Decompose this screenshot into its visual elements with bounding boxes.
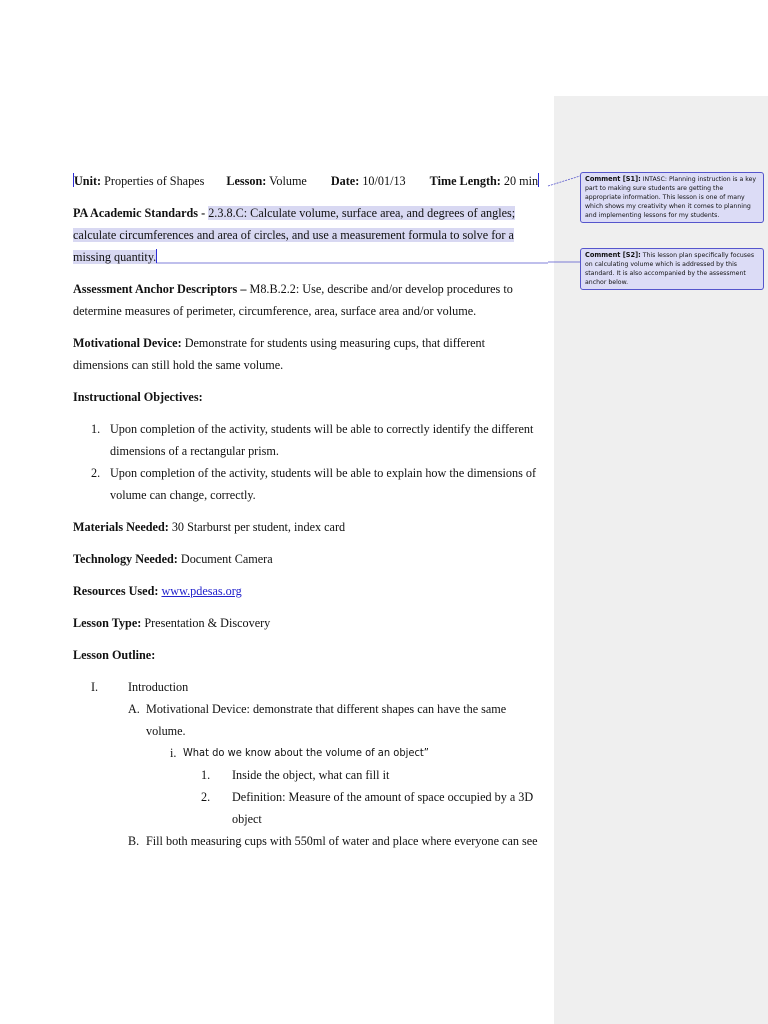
resources-paragraph xyxy=(73,580,543,602)
lesson-plan-body xyxy=(73,170,543,852)
comment-text: INTASC: Planning instruction is a key part to making sure students are getting the appropriate information. This lesson is one of many which shows my creativity when it comes to planning and implementing lessons for my students. xyxy=(585,176,757,219)
resources-label: Resources Used: xyxy=(73,584,159,598)
list-item xyxy=(73,418,543,462)
lesson-type-label: Lesson Type: xyxy=(73,616,142,630)
date-label: Date: xyxy=(330,174,360,188)
unit-label: Unit: xyxy=(74,174,102,188)
outline-label: Lesson Outline: xyxy=(73,648,156,662)
comment-label: Comment [S2]: xyxy=(585,251,641,259)
list-item-text: Upon completion of the activity, students will be able to correctly identify the different dimensions of a rectangular prism. xyxy=(110,422,534,458)
outline-marker: B. xyxy=(128,834,140,848)
lesson-type-text: Presentation & Discovery xyxy=(144,616,271,630)
time-value: 20 min xyxy=(503,174,539,188)
anchor-label: Assessment Anchor Descriptors – xyxy=(73,282,247,296)
outline-item-i xyxy=(73,742,543,764)
list-number: 1. xyxy=(91,422,101,436)
objectives-label: Instructional Objectives: xyxy=(73,390,203,404)
objectives-list xyxy=(73,418,543,506)
objectives-heading xyxy=(73,386,543,408)
text-cursor-end xyxy=(538,173,539,187)
comment-s1[interactable] xyxy=(580,172,764,223)
outline-marker: i. xyxy=(170,746,177,760)
technology-label: Technology Needed: xyxy=(73,552,178,566)
lesson-type-paragraph xyxy=(73,612,543,634)
anchor-paragraph xyxy=(73,278,543,322)
list-item xyxy=(73,462,543,506)
header-line xyxy=(73,170,543,192)
motivational-text: Demonstrate for students using measuring cups, that different dimensions can still hold the same volume. xyxy=(73,336,486,372)
technology-paragraph xyxy=(73,548,543,570)
time-label: Time Length: xyxy=(429,174,501,188)
outline-marker: A. xyxy=(128,702,140,716)
resources-link[interactable]: www.pdesas.org xyxy=(161,584,242,598)
comment-label: Comment [S1]: xyxy=(585,175,641,183)
outline-section-i xyxy=(73,676,543,698)
technology-text: Document Camera xyxy=(180,552,273,566)
lesson-value: Volume xyxy=(269,174,307,188)
list-number: 2. xyxy=(91,466,101,480)
outline-item-2 xyxy=(73,786,543,830)
outline-marker: 1. xyxy=(201,768,211,782)
outline-marker: 2. xyxy=(201,790,211,804)
outline-item-1 xyxy=(73,764,543,786)
materials-paragraph xyxy=(73,516,543,538)
list-item-text: Upon completion of the activity, students will be able to explain how the dimensions of volume can change, correctly. xyxy=(110,466,537,502)
standards-paragraph xyxy=(73,202,543,268)
date-value: 10/01/13 xyxy=(362,174,406,188)
unit-value: Properties of Shapes xyxy=(104,174,205,188)
motivational-label: Motivational Device: xyxy=(73,336,182,350)
outline-text: Fill both measuring cups with 550ml of water and place where everyone can see xyxy=(146,834,538,848)
comment-margin-pane xyxy=(554,96,768,1024)
standards-text[interactable]: 2.3.8.C: Calculate volume, surface area, and degrees of angles; calculate circumferences and area of circles, and use a measurement formula to solve for a missing quantity. xyxy=(73,206,516,264)
anchor-text: M8.B.2.2: Use, describe and/or develop procedures to determine measures of perimeter, circumference, area, surface area and/or volume. xyxy=(73,282,513,318)
comment-text: This lesson plan specifically focuses on calculating volume which is addressed by this standard. It is also accompanied by the assessment anchor below. xyxy=(585,252,755,286)
outline-text: What do we know about the volume of an object” xyxy=(183,746,429,759)
outline-heading xyxy=(73,644,543,666)
materials-text: 30 Starburst per student, index card xyxy=(171,520,346,534)
outline-text: Inside the object, what can fill it xyxy=(232,768,390,782)
lesson-label: Lesson: xyxy=(226,174,267,188)
outline-item-a xyxy=(73,698,543,742)
standards-label: PA Academic Standards - xyxy=(73,206,206,220)
outline-text: Definition: Measure of the amount of space occupied by a 3D object xyxy=(232,790,534,826)
materials-label: Materials Needed: xyxy=(73,520,169,534)
outline-marker: I. xyxy=(91,680,99,694)
outline-item-b xyxy=(73,830,543,852)
comment-s2[interactable] xyxy=(580,248,764,290)
outline-text: Introduction xyxy=(128,680,189,694)
lesson-outline xyxy=(73,676,543,852)
outline-text: Motivational Device: demonstrate that different shapes can have the same volume. xyxy=(146,702,507,738)
text-cursor-standards xyxy=(156,249,157,263)
motivational-paragraph xyxy=(73,332,543,376)
